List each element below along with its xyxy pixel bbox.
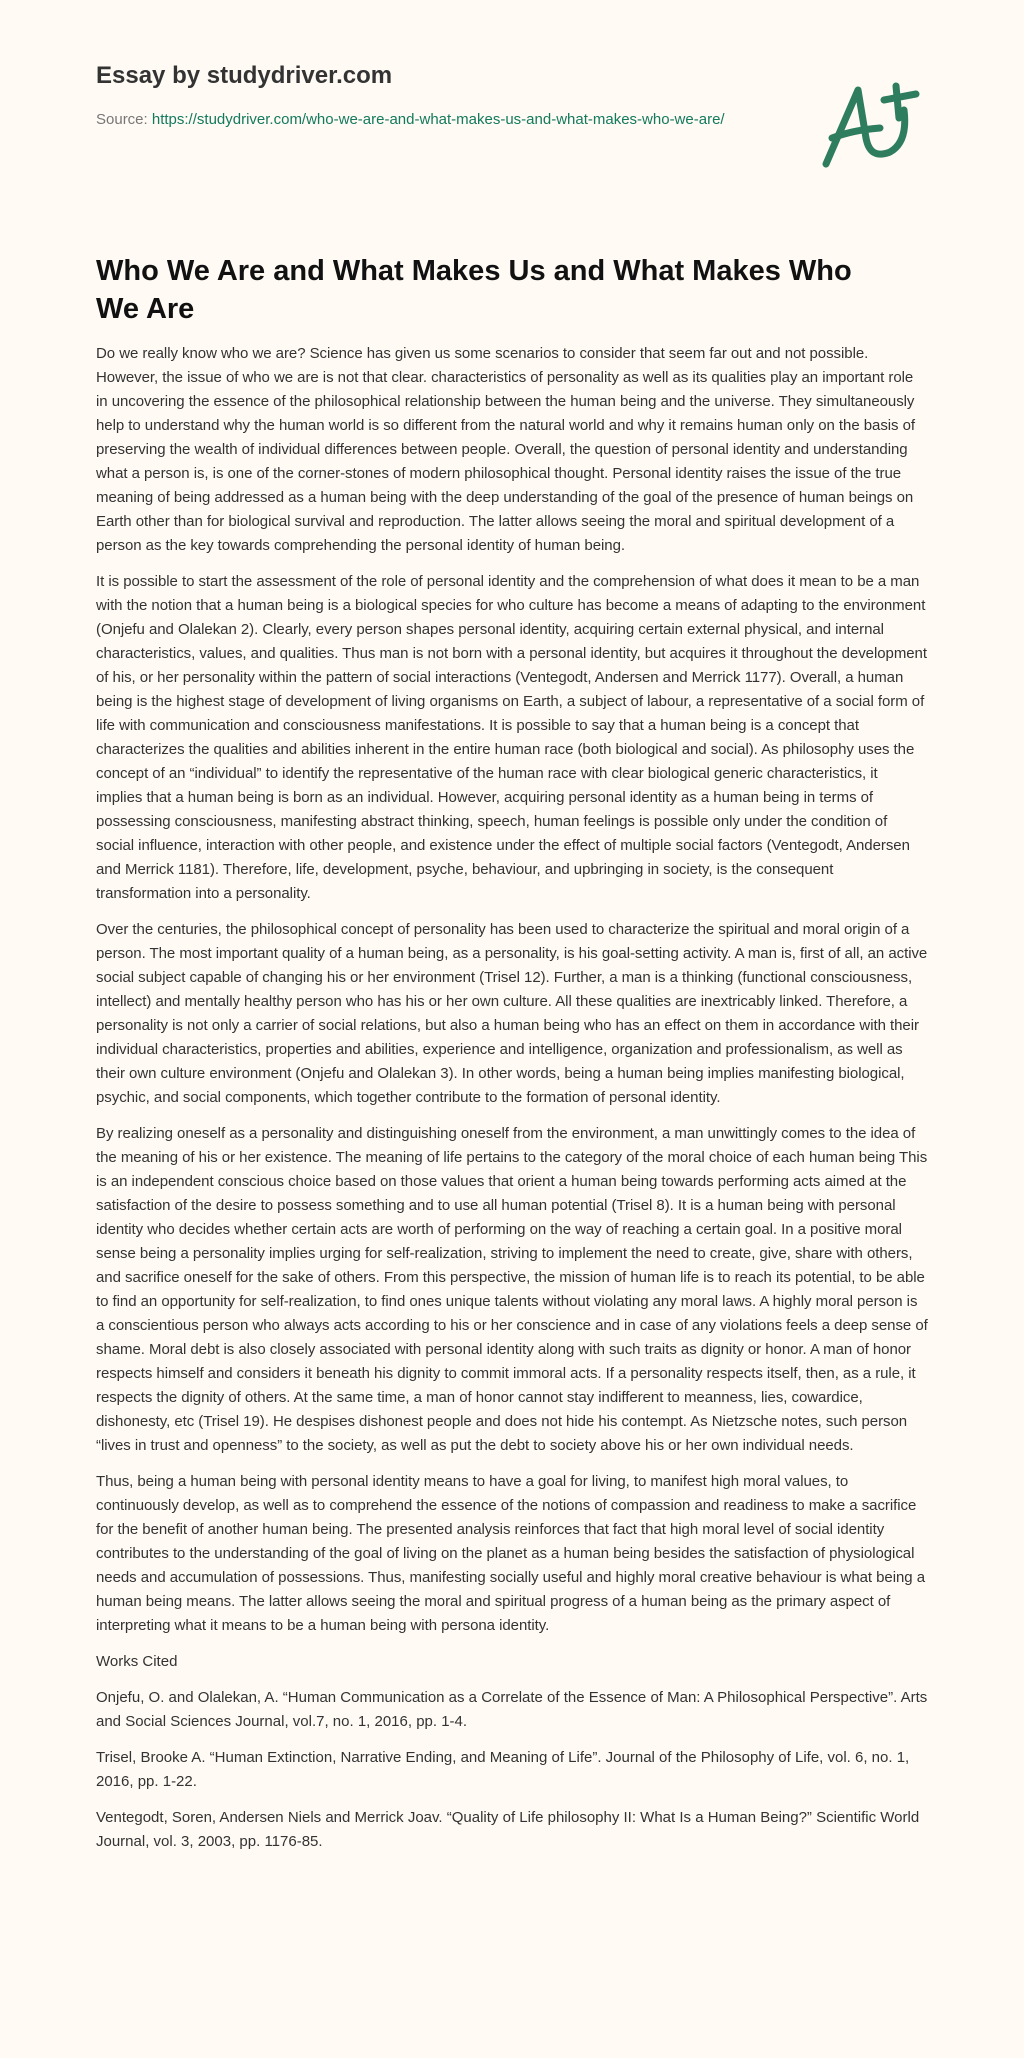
source-line (96, 108, 756, 132)
essay-title: Who We Are and What Makes Us and What Makes Who We Are (96, 255, 852, 325)
site-title: Essay by studydriver.com (96, 62, 393, 89)
source-label: Source: (96, 111, 152, 128)
source-link[interactable]: https://studydriver.com/who-we-are-and-what-makes-us-and-what-makes-who-we-are/ (151, 111, 725, 128)
essay-paragraph: Over the centuries, the philosophical concept of personality has been used to characterize the spiritual and moral origin of a person. The most important quality of a human being, as a personality, is his goal-setting activity. A man is, first of all, an active social subject capable of changing his or her environment (Trisel 12). Further, a man is a thinking (functional consciousness, intellect) and mentally healthy person who has his or her own culture. All these qualities are inextricably linked. Therefore, a personality is not only a carrier of social relations, but also a human being who has an effect on them in accordance with their individual characteristics, properties and abilities, experience and intelligence, organization and professionalism, as well as their own culture environment (Onjefu and Olalekan 3). In other words, being a human being implies manifesting biological, psychic, and social components, which together contribute to the formation of personal identity. (96, 921, 928, 1106)
essay-paragraph: By realizing oneself as a personality and distinguishing oneself from the environment, a man unwittingly comes to the idea of the meaning of his or her existence. The meaning of life pertains to the category of the moral choice of each human being This is an independent conscious choice based on those values that orient a human being towards performing acts aimed at the satisfaction of the desire to possess something and to use all human potential (Trisel 8). It is a human being with personal identity who decides whether certain acts are worth of performing on the way of reaching a certain goal. In a positive moral sense being a personality implies urging for self-realization, striving to implement the need to create, give, share with others, and sacrifice oneself for the sake of others. From this perspective, the mission of human life is to reach its potential, to be able to find an opportunity for self-realization, to find ones unique talents without violating any moral laws. A highly moral person is a conscientious person who always acts according to his or her conscience and in case of any violations feels a deep sense of shame. Moral debt is also closely associated with personal identity along with such traits as dignity or honor. A man of honor respects himself and considers it beneath his dignity to commit immoral acts. If a personality respects itself, then, as a rule, it respects the dignity of others. At the same time, a man of honor cannot stay indifferent to meanness, lies, cowardice, dishonesty, etc (Trisel 19). He despises dishonest people and does not hide his contempt. As Nietzsche notes, such person “lives in trust and openness” to the society, as well as put the debt to society above his or her own individual needs. (96, 1125, 928, 1454)
page-header (96, 0, 928, 200)
citation-entry: Ventegodt, Soren, Andersen Niels and Merrick Joav. “Quality of Life philosophy II: What Is a Human Being?” Scientific World Journal, vol. 3, 2003, pp. 1176-85. (96, 1809, 920, 1850)
essay-body (96, 342, 928, 1854)
a-plus-grade-icon (798, 60, 928, 180)
essay-paragraph: It is possible to start the assessment of the role of personal identity and the comprehension of what does it mean to be a man with the notion that a human being is a biological species for who culture has become a means of adapting to the environment (Onjefu and Olalekan 2). Clearly, every person shapes personal identity, acquiring certain external physical, and internal characteristics, values, and qualities. Thus man is not born with a personal identity, but acquires it throughout the development of his, or her personality within the pattern of social interactions (Ventegodt, Andersen and Merrick 1177). Overall, a human being is the highest stage of development of living organisms on Earth, a subject of labour, a representative of a social form of life with communication and consciousness manifestations. It is possible to say that a human being is a concept that characterizes the qualities and abilities inherent in the entire human race (both biological and social). As philosophy uses the concept of an “individual” to identify the representative of the human race with clear biological generic characteristics, it implies that a human being is born as an individual. However, acquiring personal identity as a human being in terms of possessing consciousness, manifesting abstract thinking, speech, human feelings is possible only under the condition of social influence, interaction with other people, and existence under the effect of multiple social factors (Ventegodt, Andersen and Merrick 1181). Therefore, life, development, psyche, behaviour, and upbringing in society, is the consequent transformation into a personality. (96, 573, 927, 902)
essay-paragraph: Do we really know who we are? Science has given us some scenarios to consider that seem far out and not possible. However, the issue of who we are is not that clear. characteristics of personality as well as its qualities play an important role in uncovering the essence of the philosophical relationship between the human being and the universe. They simultaneously help to understand why the human world is so different from the natural world and why it remains human only on the basis of preserving the wealth of individual differences between people. Overall, the question of personal identity and understanding what a person is, is one of the corner-stones of modern philosophical thought. Personal identity raises the issue of the true meaning of being addressed as a human being with the deep understanding of the goal of the presence of human beings on Earth other than for biological survival and reproduction. The latter allows seeing the moral and spiritual development of a person as the key towards comprehending the personal identity of human being. (96, 345, 916, 554)
works-cited-heading: Works Cited (96, 1653, 178, 1670)
citation-entry: Trisel, Brooke A. “Human Extinction, Narrative Ending, and Meaning of Life”. Journal of the Philosophy of Life, vol. 6, no. 1, 2016, pp. 1-22. (96, 1749, 910, 1790)
citation-entry: Onjefu, O. and Olalekan, A. “Human Communication as a Correlate of the Essence of Man: A Philosophical Perspective”. Arts and Social Sciences Journal, vol.7, no. 1, 2016, pp. 1-4. (96, 1689, 928, 1730)
essay-paragraph: Thus, being a human being with personal identity means to have a goal for living, to manifest high moral values, to continuously develop, as well as to comprehend the essence of the notions of compassion and readiness to make a sacrifice for the benefit of another human being. The presented analysis reinforces that fact that high moral level of social identity contributes to the understanding of the goal of living on the planet as a human being besides the satisfaction of physiological needs and accumulation of possessions. Thus, manifesting socially useful and highly moral creative behaviour is what being a human being means. The latter allows seeing the moral and spiritual progress of a human being as the primary aspect of interpreting what it means to be a human being with persona identity. (96, 1473, 925, 1634)
